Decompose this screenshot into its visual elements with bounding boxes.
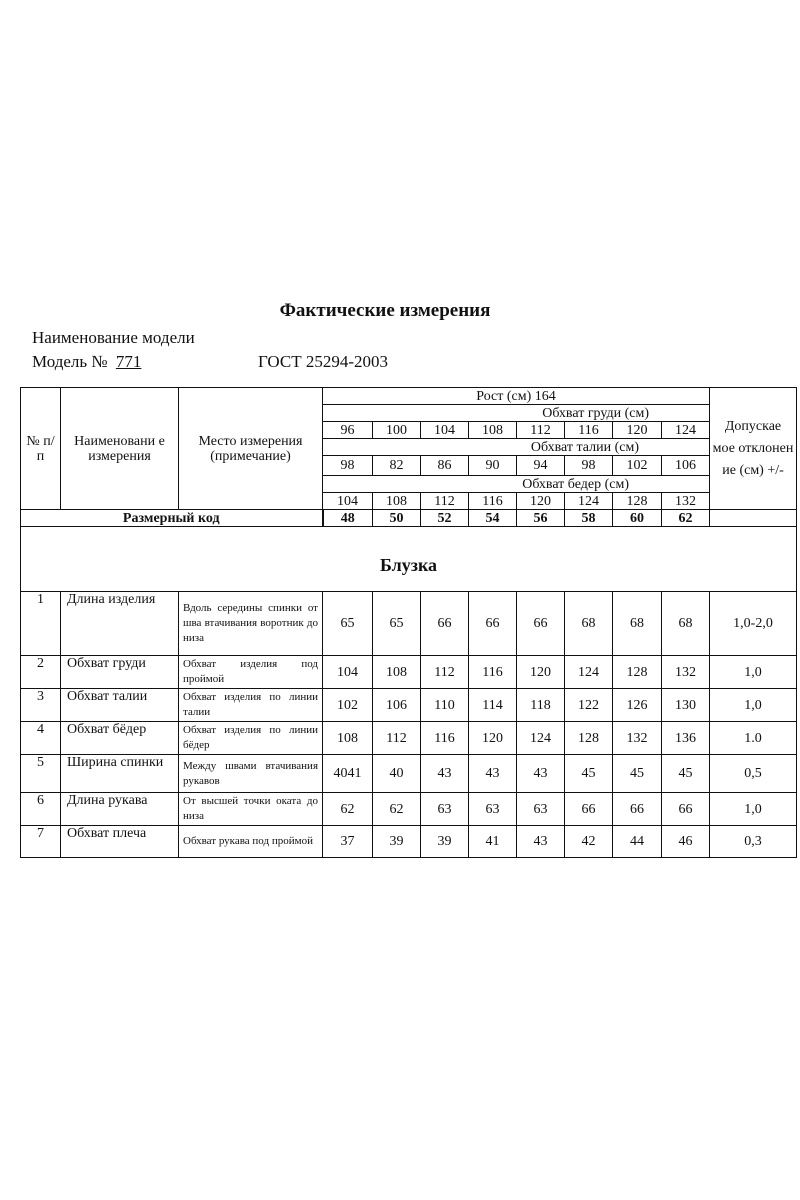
header-waist: Обхват талии (см) xyxy=(323,439,710,456)
size-value: 52 xyxy=(421,510,469,527)
model-no-label: Модель № xyxy=(32,352,108,371)
measurement-note: Между швами втачивания рукавов xyxy=(179,755,323,793)
size-value: 60 xyxy=(613,510,662,527)
row-number: 5 xyxy=(21,755,61,793)
hip-value: 108 xyxy=(373,493,421,510)
size-code-tolerance-empty xyxy=(710,510,797,527)
header-place: Место измерения (примечание) xyxy=(179,388,323,510)
measurement-value: 128 xyxy=(565,722,613,755)
hip-value: 104 xyxy=(323,493,373,510)
measurement-value: 65 xyxy=(373,592,421,656)
measurement-value: 66 xyxy=(613,793,662,826)
measurement-note: Обхват изделия по линии бёдер xyxy=(179,722,323,755)
header-hips: Обхват бедер (см) xyxy=(323,476,710,493)
chest-value: 108 xyxy=(469,422,517,439)
table-row xyxy=(21,656,797,689)
measurement-value: 130 xyxy=(662,689,710,722)
hip-value: 128 xyxy=(613,493,662,510)
table-header xyxy=(21,388,797,510)
measurement-name: Длина рукава xyxy=(61,793,179,826)
measurement-value: 68 xyxy=(662,592,710,656)
measurement-value: 40 xyxy=(373,755,421,793)
measurement-value: 132 xyxy=(613,722,662,755)
row-number: 7 xyxy=(21,826,61,858)
measurement-value: 39 xyxy=(421,826,469,858)
row-number: 3 xyxy=(21,689,61,722)
waist-value: 86 xyxy=(421,456,469,476)
measurement-value: 108 xyxy=(373,656,421,689)
table-row xyxy=(21,826,797,858)
measurement-table xyxy=(20,387,797,858)
tolerance-value: 1,0 xyxy=(710,793,797,826)
size-code-section xyxy=(21,510,797,592)
model-no-value: 771 xyxy=(115,352,142,371)
size-value: 54 xyxy=(469,510,517,527)
hip-value: 116 xyxy=(469,493,517,510)
measurement-value: 66 xyxy=(565,793,613,826)
measurement-value: 110 xyxy=(421,689,469,722)
measurement-value: 62 xyxy=(323,793,373,826)
chest-value: 116 xyxy=(565,422,613,439)
measurement-value: 120 xyxy=(469,722,517,755)
measurement-value: 44 xyxy=(613,826,662,858)
measurement-value: 120 xyxy=(517,656,565,689)
hip-value: 124 xyxy=(565,493,613,510)
row-number: 2 xyxy=(21,656,61,689)
measurement-value: 43 xyxy=(469,755,517,793)
measurement-value: 112 xyxy=(421,656,469,689)
measurement-value: 136 xyxy=(662,722,710,755)
chest-value: 112 xyxy=(517,422,565,439)
table-row xyxy=(21,592,797,656)
tolerance-value: 1,0-2,0 xyxy=(710,592,797,656)
size-value: 48 xyxy=(323,510,373,527)
measurement-value: 63 xyxy=(469,793,517,826)
measurement-note: Обхват изделия по линии талии xyxy=(179,689,323,722)
measurement-value: 45 xyxy=(565,755,613,793)
waist-value: 90 xyxy=(469,456,517,476)
measurement-value: 102 xyxy=(323,689,373,722)
measurement-value: 126 xyxy=(613,689,662,722)
waist-value: 94 xyxy=(517,456,565,476)
header-name: Наименовани е измерения xyxy=(61,388,179,510)
table-row xyxy=(21,689,797,722)
header-num: № п/п xyxy=(21,388,61,510)
gost-label: ГОСТ 25294-2003 xyxy=(258,352,389,371)
measurement-value: 66 xyxy=(469,592,517,656)
model-number-line xyxy=(32,352,168,372)
header-tolerance: Допускае мое отклонен ие (см) +/- xyxy=(710,388,797,510)
tolerance-value: 1,0 xyxy=(710,689,797,722)
hip-value: 120 xyxy=(517,493,565,510)
measurement-value: 43 xyxy=(517,755,565,793)
measurement-value: 62 xyxy=(373,793,421,826)
table-row xyxy=(21,722,797,755)
size-value: 50 xyxy=(373,510,421,527)
measurement-value: 63 xyxy=(517,793,565,826)
measurement-value: 116 xyxy=(469,656,517,689)
measurement-value: 124 xyxy=(517,722,565,755)
measurement-value: 42 xyxy=(565,826,613,858)
waist-value: 98 xyxy=(323,456,373,476)
measurement-note: Обхват изделия под проймой xyxy=(179,656,323,689)
model-name-label: Наименование модели xyxy=(32,328,195,347)
measurement-note: От высшей точки оката до низа xyxy=(179,793,323,826)
measurement-value: 112 xyxy=(373,722,421,755)
measurement-value: 43 xyxy=(517,826,565,858)
tolerance-value: 0,3 xyxy=(710,826,797,858)
waist-value: 102 xyxy=(613,456,662,476)
table-row xyxy=(21,793,797,826)
measurement-value: 39 xyxy=(373,826,421,858)
section-title: Блузка xyxy=(21,527,797,592)
measurement-value: 45 xyxy=(662,755,710,793)
measurement-value: 124 xyxy=(565,656,613,689)
chest-value: 124 xyxy=(662,422,710,439)
tolerance-value: 0,5 xyxy=(710,755,797,793)
document-title: Фактические измерения xyxy=(279,300,491,321)
measurement-rows xyxy=(21,592,797,858)
chest-value: 120 xyxy=(613,422,662,439)
size-code-row xyxy=(21,510,797,527)
size-code-label: Размерный код xyxy=(21,510,323,527)
measurement-value: 46 xyxy=(662,826,710,858)
measurement-name: Длина изделия xyxy=(61,592,179,656)
measurement-value: 116 xyxy=(421,722,469,755)
measurement-value: 68 xyxy=(565,592,613,656)
measurement-value: 122 xyxy=(565,689,613,722)
measurement-name: Обхват плеча xyxy=(61,826,179,858)
size-value: 58 xyxy=(565,510,613,527)
size-value: 56 xyxy=(517,510,565,527)
row-number: 4 xyxy=(21,722,61,755)
measurement-value: 66 xyxy=(517,592,565,656)
measurement-value: 41 xyxy=(469,826,517,858)
hip-value: 112 xyxy=(421,493,469,510)
measurement-name: Обхват талии xyxy=(61,689,179,722)
tolerance-value: 1,0 xyxy=(710,656,797,689)
chest-value: 104 xyxy=(421,422,469,439)
measurement-value: 4041 xyxy=(323,755,373,793)
measurement-value: 66 xyxy=(662,793,710,826)
chest-value: 96 xyxy=(323,422,373,439)
size-value: 62 xyxy=(662,510,710,527)
measurement-value: 43 xyxy=(421,755,469,793)
measurement-value: 114 xyxy=(469,689,517,722)
measurement-value: 104 xyxy=(323,656,373,689)
measurement-value: 106 xyxy=(373,689,421,722)
measurement-name: Обхват груди xyxy=(61,656,179,689)
waist-value: 82 xyxy=(373,456,421,476)
measurement-value: 45 xyxy=(613,755,662,793)
header-chest: Обхват груди (см) xyxy=(323,405,710,422)
measurement-value: 108 xyxy=(323,722,373,755)
row-number: 6 xyxy=(21,793,61,826)
measurement-value: 68 xyxy=(613,592,662,656)
measurement-value: 66 xyxy=(421,592,469,656)
header-height: Рост (см) 164 xyxy=(323,388,710,405)
table-row xyxy=(21,755,797,793)
waist-value: 98 xyxy=(565,456,613,476)
measurement-note: Обхват рукава под проймой xyxy=(179,826,323,858)
hip-value: 132 xyxy=(662,493,710,510)
measurement-name: Обхват бёдер xyxy=(61,722,179,755)
row-number: 1 xyxy=(21,592,61,656)
measurement-value: 118 xyxy=(517,689,565,722)
measurement-value: 132 xyxy=(662,656,710,689)
waist-value: 106 xyxy=(662,456,710,476)
measurement-value: 63 xyxy=(421,793,469,826)
measurement-value: 65 xyxy=(323,592,373,656)
chest-value: 100 xyxy=(373,422,421,439)
measurement-value: 128 xyxy=(613,656,662,689)
measurement-value: 37 xyxy=(323,826,373,858)
measurement-note: Вдоль середины спинки от шва втачивания воротник до низа xyxy=(179,592,323,656)
measurement-name: Ширина спинки xyxy=(61,755,179,793)
tolerance-value: 1.0 xyxy=(710,722,797,755)
